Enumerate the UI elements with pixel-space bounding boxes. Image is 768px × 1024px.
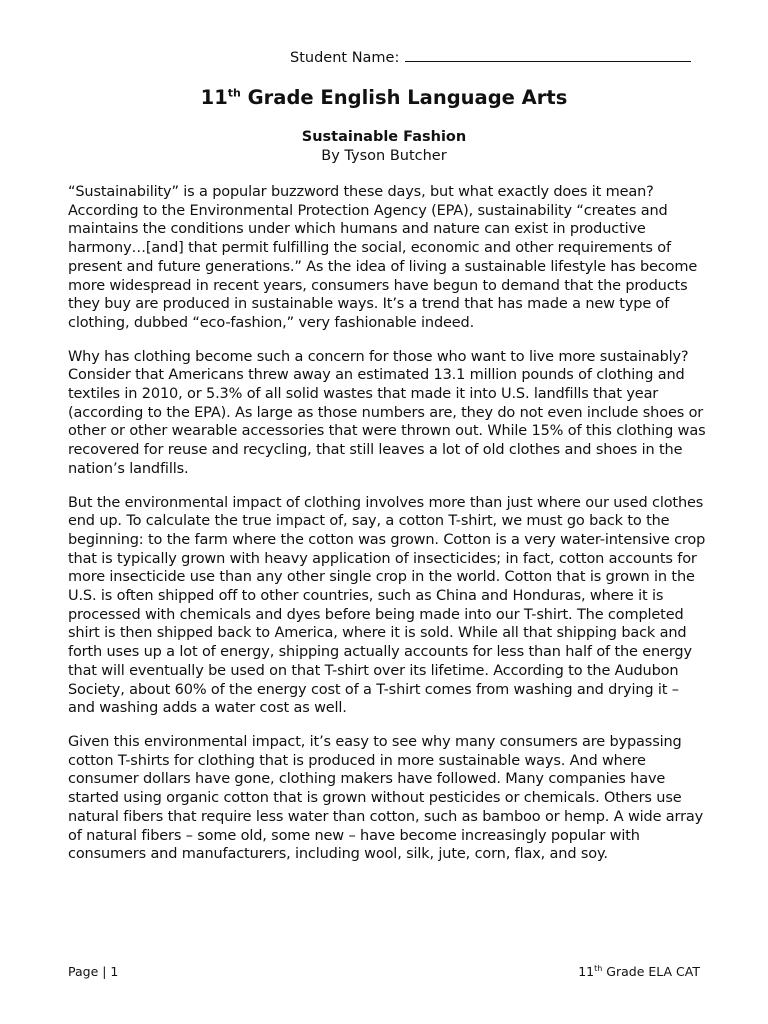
article-title: Sustainable Fashion [301,129,467,145]
page-title [0,85,768,111]
student-name-blank-line [405,46,691,62]
footer-grade-number: 11 [578,964,595,979]
paragraph-4: Given this environmental impact, it’s easy to see why many consumers are bypassing cotton T-shirts for clothing that is produced in more sustainable ways. And where consumer dollars have gone, clothing makers have followed. Many companies have started using organic cotton that is grown without pesticides or chemicals. Others use natural fibers that require less water than cotton, such as bamboo or hemp. A wide array of natural fibers – some old, some new – have become increasingly popular with consumers and manufacturers, including wool, silk, jute, corn, flax, and soy. [68,733,704,863]
student-name-field [290,46,691,68]
footer-page-number: Page | 1 [68,964,119,979]
paragraph-1: “Sustainability” is a popular buzzword these days, but what exactly does it mean? According to the Environmental Protection Agency (EPA), sustainability “creates and maintains the conditions under which humans and nature can exist in productive harmony…[and] that permit fulfilling the social, economic and other requirements of present and future generations.” As the idea of living a sustainable lifestyle has become more widespread in recent years, consumers have begun to demand that the products they buy are produced in sustainable ways. It’s a trend that has made a new type of clothing, dubbed “eco-fashion,” very fashionable indeed. [68,184,698,331]
paragraph-2: Why has clothing become such a concern for those who want to live more sustainably? Consider that Americans threw away an estimated 13.1 million pounds of clothing and textiles in 2010, or 5.3% of all solid wastes that made it into U.S. landfills that year (according to the EPA). As large as those numbers are, they do not even include shoes or other or other wearable accessories that were thrown out. While 15% of this clothing was recovered for reuse and recycling, that still leaves a lot of old clothes and shoes in the nation’s landfills. [68,348,706,477]
title-text: Grade English Language Arts [240,86,568,109]
footer-grade-suffix: th [594,963,603,973]
article-body [68,183,708,879]
paragraph-3: But the environmental impact of clothing involves more than just where our used clothes end up. To calculate the true impact of, say, a cotton T-shirt, we must go back to the beginning: to the farm where the cotton was grown. Cotton is a very water-intensive crop that is typically grown with heavy application of insecticides; in fact, cotton accounts for more insecticide use than any other single crop in the world. Cotton that is grown in the U.S. is often shipped off to other countries, such as China and Honduras, where it is processed with chemicals and dyes before being made into our T-shirt. The completed shirt is then shipped back to America, where it is sold. While all that shipping back and forth uses up a lot of energy, shipping actually accounts for less than half of the energy that will eventually be used on that T-shirt over its lifetime. According to the Audubon Society, about 60% of the energy cost of a T-shirt comes from washing and drying it – and washing adds a water cost as well. [68,494,706,717]
title-grade-number: 11 [200,86,228,109]
student-name-label: Student Name: [290,50,400,66]
footer-course-text: Grade ELA CAT [602,964,700,979]
footer-course-label [578,964,700,980]
article-byline: By Tyson Butcher [321,148,447,164]
title-grade-suffix: th [227,86,241,100]
